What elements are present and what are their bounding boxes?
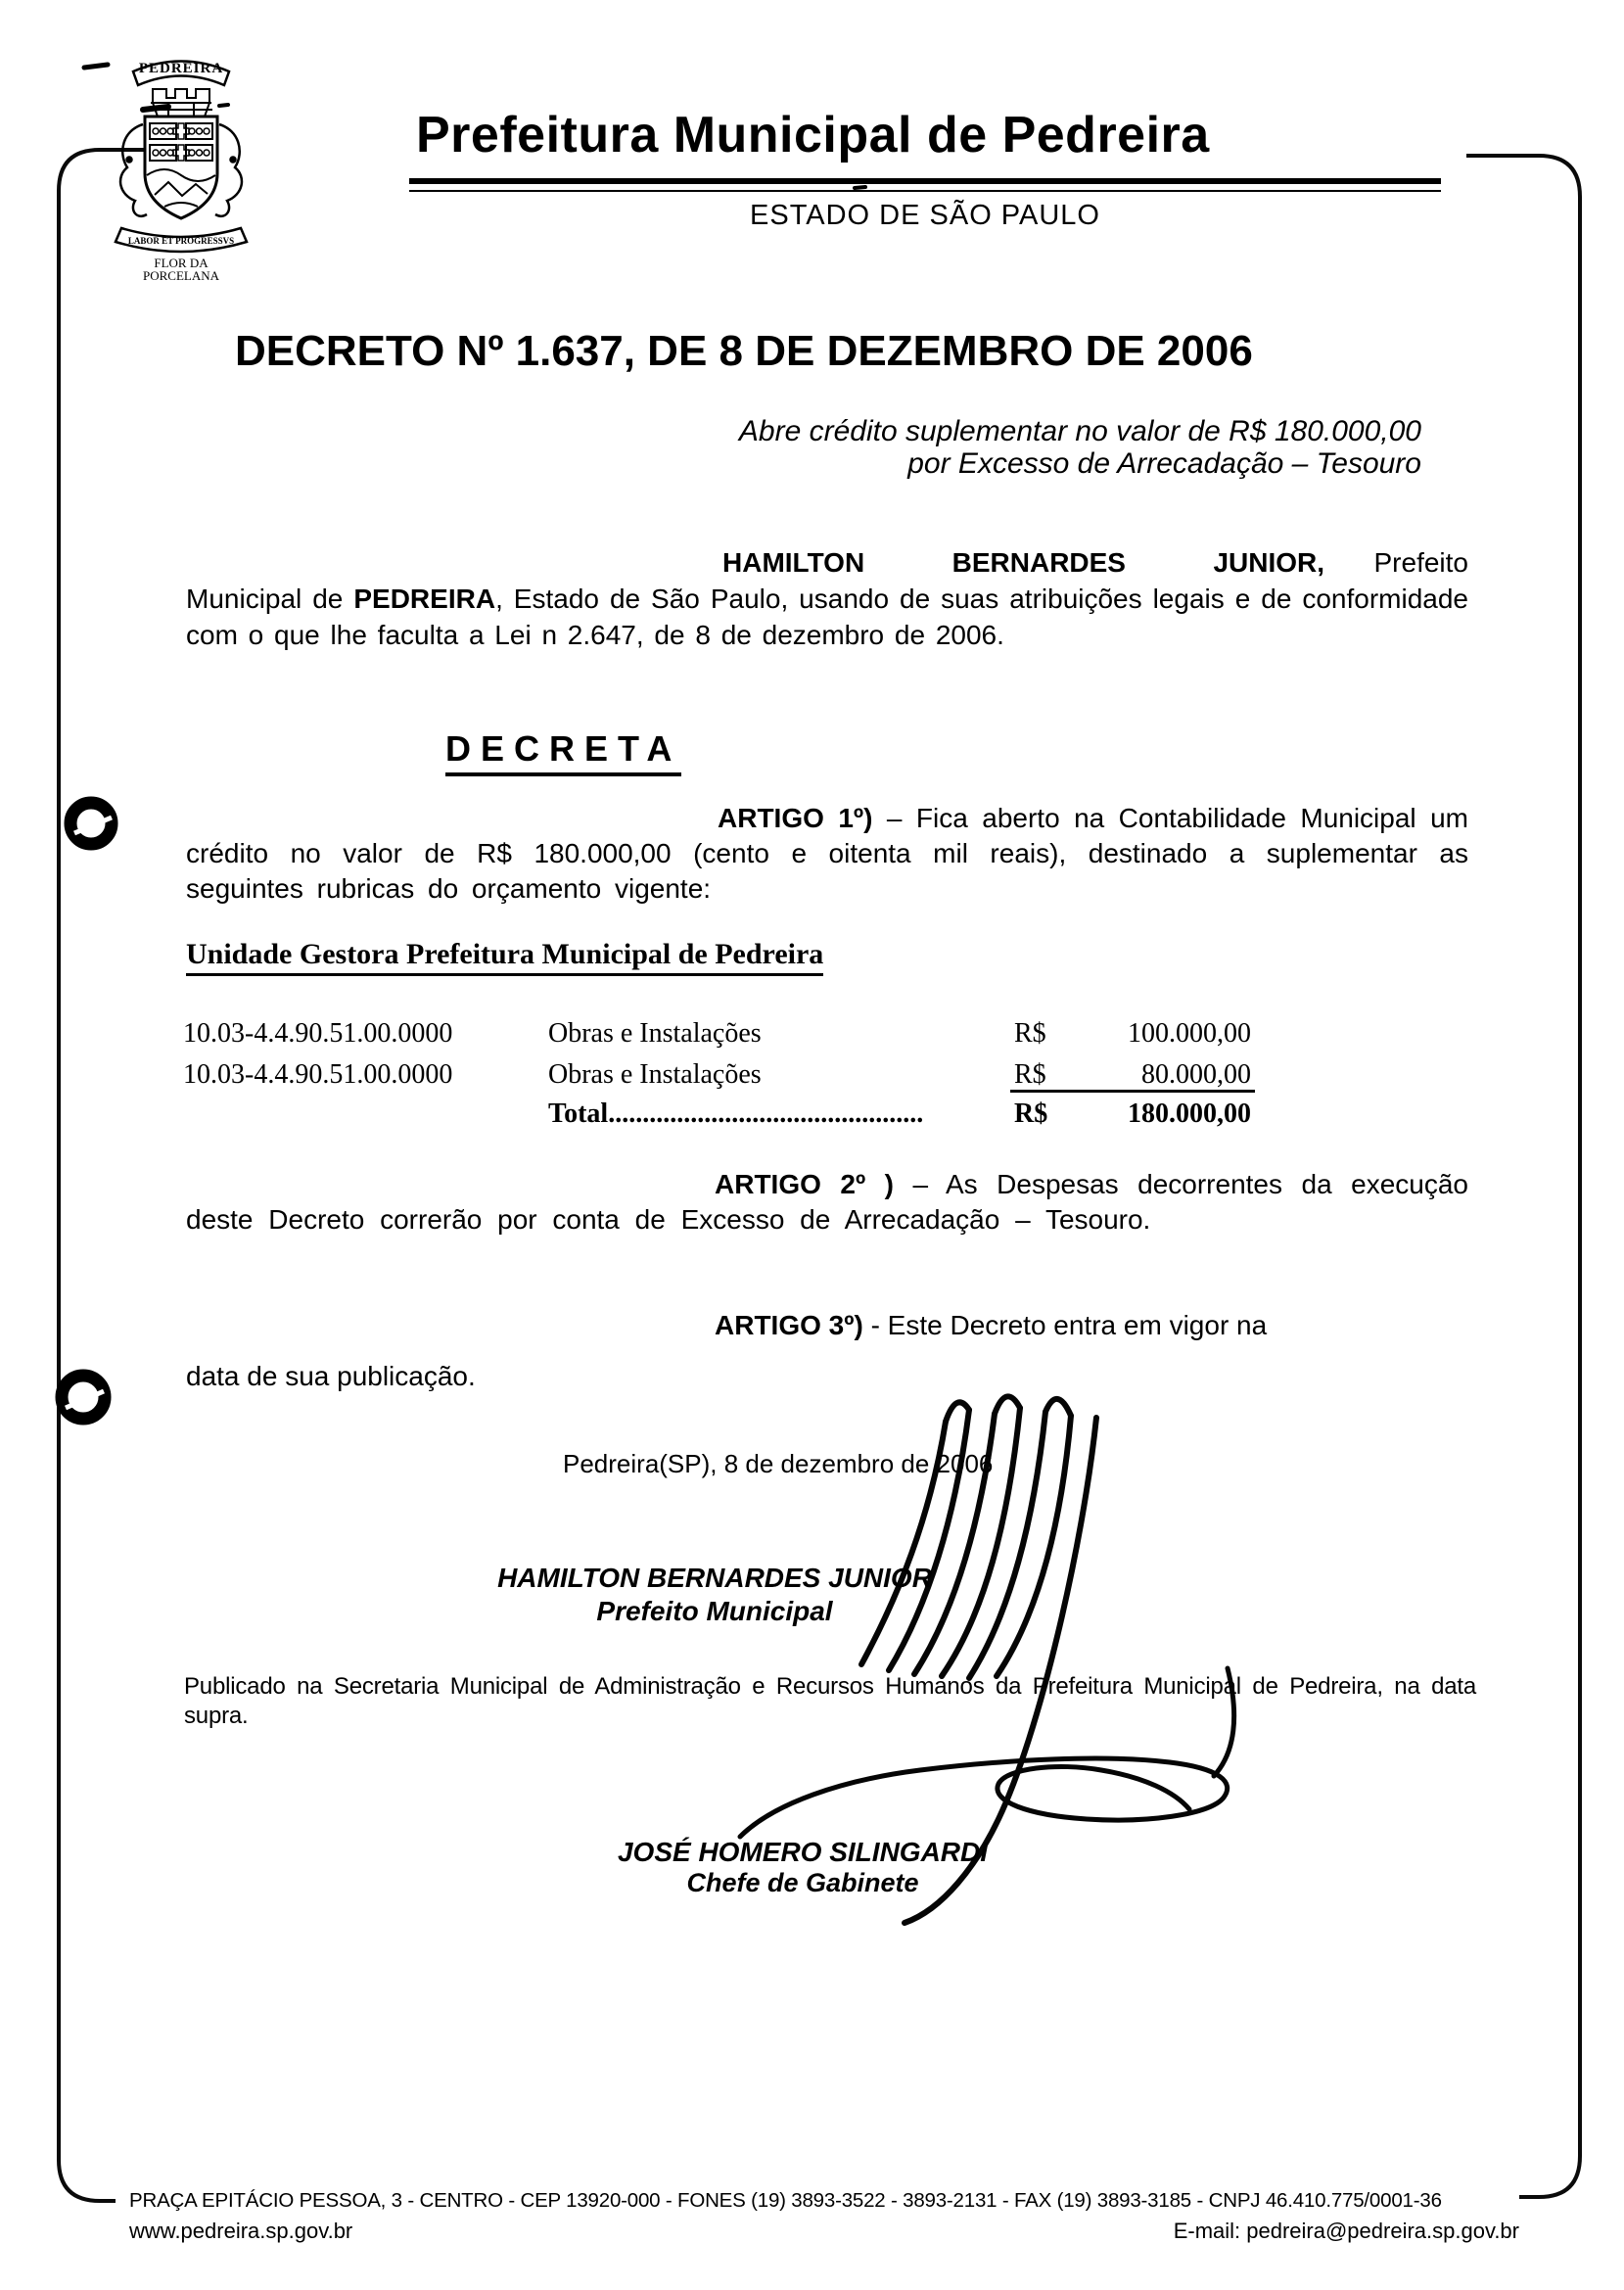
artigo3-line1 bbox=[715, 1310, 1267, 1341]
letterhead-title: Prefeitura Municipal de Pedreira bbox=[416, 107, 1210, 164]
budget-row-currency: R$ bbox=[1014, 1018, 1046, 1049]
crest-motto-text: LABOR ET PROGRESSVS bbox=[127, 236, 235, 246]
preamble-paragraph bbox=[186, 544, 1468, 653]
budget-row-amount: 80.000,00 bbox=[1141, 1059, 1251, 1090]
budget-row-description: Obras e Instalações bbox=[548, 1018, 762, 1049]
crest-caption-line1: FLOR DA bbox=[154, 256, 209, 270]
budget-row-currency: R$ bbox=[1014, 1059, 1046, 1090]
crest-mural-crown bbox=[150, 89, 212, 117]
budget-row-description: Obras e Instalações bbox=[548, 1059, 762, 1090]
budget-section-heading: Unidade Gestora Prefeitura Municipal de Pedreira bbox=[186, 938, 823, 976]
preamble-city-name: PEDREIRA bbox=[353, 584, 496, 614]
letterhead-rule-thick bbox=[409, 178, 1441, 184]
preamble-text-mid: Prefeito Municipal de bbox=[186, 547, 1468, 614]
footer-email: E-mail: pedreira@pedreira.sp.gov.br bbox=[1173, 2219, 1519, 2243]
letterhead-rule-thin bbox=[409, 190, 1441, 192]
crest-shield bbox=[145, 117, 217, 218]
budget-total-currency: R$ bbox=[1014, 1098, 1048, 1129]
artigo2-label: ARTIGO 2º ) bbox=[715, 1169, 894, 1199]
budget-row-code: 10.03-4.4.90.51.00.0000 bbox=[183, 1059, 453, 1090]
budget-row-amount: 100.000,00 bbox=[1128, 1018, 1251, 1049]
letterhead-subtitle: ESTADO DE SÃO PAULO bbox=[750, 200, 1100, 231]
budget-total-rule bbox=[1010, 1090, 1255, 1093]
decreta-heading: DECRETA bbox=[445, 728, 681, 776]
artigo3-text: - Este Decreto entra em vigor na bbox=[862, 1310, 1268, 1340]
decree-summary bbox=[587, 415, 1421, 480]
chief-signature-name: JOSÉ HOMERO SILINGARDI bbox=[617, 1837, 989, 1867]
city-coat-of-arms bbox=[106, 45, 256, 282]
mayor-signature-title: Prefeito Municipal bbox=[596, 1596, 833, 1626]
crest-caption-line2: PORCELANA bbox=[142, 268, 220, 282]
budget-total-label: Total.............................................. bbox=[548, 1098, 924, 1129]
footer-website: www.pedreira.sp.gov.br bbox=[129, 2219, 353, 2243]
artigo1-text: – Fica aberto na Contabilidade Municipal um crédito no valor de R$ 180.000,00 (cento e oitenta mil reais), destinado a suplementar as seguintes rubricas do orçamento vigente: bbox=[186, 803, 1468, 904]
preamble-mayor-name: HAMILTON BERNARDES JUNIOR, bbox=[722, 547, 1325, 578]
artigo2-text: – As Despesas decorrentes da execução deste Decreto correrão por conta de Excesso de Arrecadação – Tesouro. bbox=[186, 1169, 1468, 1235]
budget-total-amount: 180.000,00 bbox=[1128, 1098, 1251, 1129]
publication-note: Publicado na Secretaria Municipal de Administração e Recursos Humanos da Prefeitura Municipal de Pedreira, na data supra. bbox=[184, 1673, 1476, 1729]
artigo2-paragraph bbox=[186, 1167, 1468, 1238]
date-line: Pedreira(SP), 8 de dezembro de 2006 bbox=[563, 1449, 994, 1478]
crest-banner-text: PEDREIRA bbox=[138, 61, 224, 76]
mayor-signature-name: HAMILTON BERNARDES JUNIOR bbox=[497, 1563, 932, 1593]
decree-title: DECRETO Nº 1.637, DE 8 DE DEZEMBRO DE 2006 bbox=[235, 327, 1253, 375]
footer-address-line: PRAÇA EPITÁCIO PESSOA, 3 - CENTRO - CEP 13920-000 - FONES (19) 3893-3522 - 3893-2131 - FAX (19) 3893-3185 - CNPJ 46.410.775/0001-36 bbox=[129, 2189, 1442, 2212]
chief-signature-title: Chefe de Gabinete bbox=[686, 1868, 919, 1897]
budget-row-code: 10.03-4.4.90.51.00.0000 bbox=[183, 1018, 453, 1049]
artigo3-label: ARTIGO 3º) bbox=[715, 1310, 863, 1340]
artigo3-line2: data de sua publicação. bbox=[186, 1361, 476, 1391]
preamble-text-rest: , Estado de São Paulo, usando de suas atribuições legais e de conformidade com o que lhe faculta a Lei n 2.647, de 8 de dezembro de 2006. bbox=[186, 584, 1469, 650]
artigo1-label: ARTIGO 1º) bbox=[718, 803, 873, 833]
artigo1-paragraph bbox=[186, 801, 1468, 907]
decree-summary-line1: Abre crédito suplementar no valor de R$ 180.000,00 bbox=[738, 415, 1421, 447]
binder-punch-mark bbox=[62, 803, 112, 1419]
decree-summary-line2: por Excesso de Arrecadação – Tesouro bbox=[907, 447, 1421, 480]
